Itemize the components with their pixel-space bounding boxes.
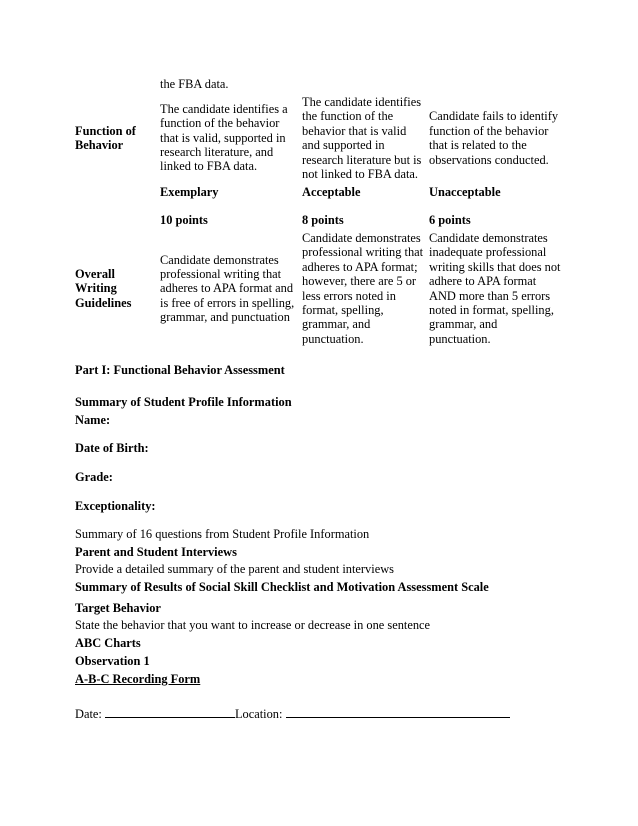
writing-row-label-2: Writing: [75, 281, 117, 295]
function-exemplary-4: research literature, and: [160, 145, 274, 159]
function-acceptable-2: the function of the: [302, 109, 394, 123]
exceptionality-label: Exceptionality:: [75, 499, 156, 513]
function-exemplary-3: that is valid, supported in: [160, 131, 286, 145]
observation-heading: Observation 1: [75, 654, 150, 668]
writing-unacceptable-5: AND more than 5 errors: [429, 289, 551, 303]
function-unacceptable-2: function of the behavior: [429, 124, 549, 138]
writing-unacceptable-7: grammar, and: [429, 317, 498, 331]
function-acceptable-5: research literature but is: [302, 153, 422, 167]
function-acceptable-6: not linked to FBA data.: [302, 167, 418, 181]
function-acceptable-1: The candidate identifies: [302, 95, 422, 109]
abc-heading: ABC Charts: [75, 636, 141, 650]
header-exemplary: Exemplary: [160, 185, 219, 199]
interviews-heading: Parent and Student Interviews: [75, 545, 237, 559]
function-unacceptable-3: that is related to the: [429, 138, 527, 152]
writing-unacceptable-6: noted in format, spelling,: [429, 303, 554, 317]
function-exemplary-5: linked to FBA data.: [160, 159, 258, 173]
points-acceptable: 8 points: [302, 213, 344, 227]
function-unacceptable-1: Candidate fails to identify: [429, 109, 559, 123]
writing-row-label-1: Overall: [75, 267, 115, 281]
points-exemplary: 10 points: [160, 213, 208, 227]
writing-unacceptable-4: adhere to APA format: [429, 274, 537, 288]
writing-exemplary-2: professional writing that: [160, 267, 282, 281]
writing-acceptable-1: Candidate demonstrates: [302, 231, 421, 245]
writing-exemplary-3: adheres to APA format and: [160, 281, 294, 295]
writing-acceptable-8: punctuation.: [302, 332, 364, 346]
location-label: Location:: [234, 707, 283, 721]
writing-unacceptable-3: writing skills that does not: [429, 260, 561, 274]
writing-acceptable-3: adheres to APA format;: [302, 260, 418, 274]
summary-heading: Summary of Student Profile Information: [75, 395, 292, 409]
writing-exemplary-5: grammar, and punctuation: [160, 310, 290, 324]
writing-unacceptable-8: punctuation.: [429, 332, 491, 346]
function-exemplary-2: function of the behavior: [160, 116, 280, 130]
summary-text: Summary of 16 questions from Student Profile Information: [75, 527, 370, 541]
function-row-label-1: Function of: [75, 124, 136, 138]
location-field[interactable]: [286, 706, 510, 718]
function-row-label-2: Behavior: [75, 138, 124, 152]
name-label: Name:: [75, 413, 111, 427]
grade-label: Grade:: [75, 470, 113, 484]
writing-exemplary-4: is free of errors in spelling,: [160, 296, 295, 310]
writing-acceptable-5: less errors noted in: [302, 289, 396, 303]
function-unacceptable-4: observations conducted.: [429, 153, 549, 167]
writing-acceptable-7: grammar, and: [302, 317, 371, 331]
function-acceptable-4: and supported in: [302, 138, 385, 152]
writing-unacceptable-1: Candidate demonstrates: [429, 231, 548, 245]
writing-row-label-3: Guidelines: [75, 296, 132, 310]
function-exemplary-1: The candidate identifies a: [160, 102, 288, 116]
writing-acceptable-4: however, there are 5 or: [302, 274, 417, 288]
date-location-line: [75, 706, 510, 721]
header-acceptable: Acceptable: [302, 185, 361, 199]
date-field[interactable]: [105, 706, 235, 718]
form-title: A-B-C Recording Form: [75, 672, 201, 686]
checklist-heading: Summary of Results of Social Skill Checklist and Motivation Assessment Scale: [75, 580, 489, 594]
points-unacceptable: 6 points: [429, 213, 471, 227]
header-unacceptable: Unacceptable: [429, 185, 501, 199]
part-title: Part I: Functional Behavior Assessment: [75, 363, 285, 377]
writing-acceptable-6: format, spelling,: [302, 303, 384, 317]
dob-label: Date of Birth:: [75, 441, 149, 455]
writing-exemplary-1: Candidate demonstrates: [160, 253, 279, 267]
writing-acceptable-2: professional writing that: [302, 245, 424, 259]
fba-data-tail: the FBA data.: [160, 77, 229, 91]
function-acceptable-3: behavior that is valid: [302, 124, 407, 138]
target-heading: Target Behavior: [75, 601, 161, 615]
date-label: Date:: [75, 707, 102, 721]
writing-unacceptable-2: inadequate professional: [429, 245, 547, 259]
interviews-text: Provide a detailed summary of the parent and student interviews: [75, 562, 394, 576]
target-text: State the behavior that you want to increase or decrease in one sentence: [75, 618, 431, 632]
